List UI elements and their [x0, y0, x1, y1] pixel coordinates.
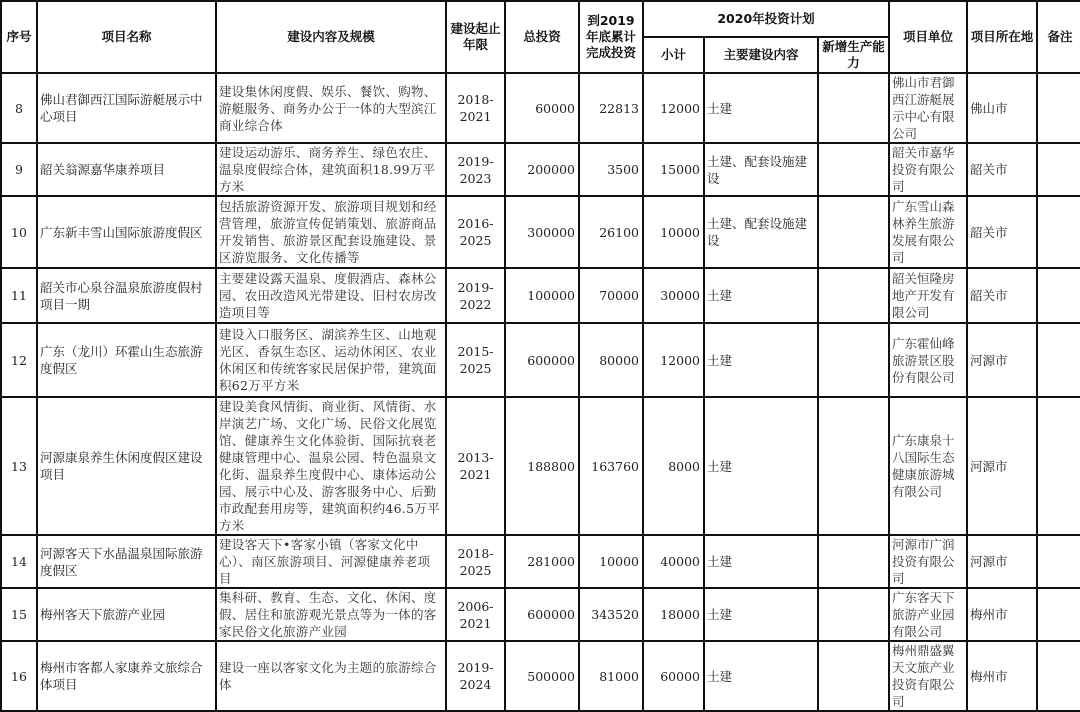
header-total: 总投资 [505, 1, 579, 73]
header-seq: 序号 [1, 1, 37, 73]
cell-total: 600000 [505, 323, 579, 397]
cell-new-capacity [818, 397, 889, 535]
cell-seq: 15 [1, 588, 37, 641]
cell-location: 韶关市 [967, 143, 1037, 196]
cell-cumulative: 3500 [579, 143, 643, 196]
cell-location: 佛山市 [967, 73, 1037, 143]
cell-total: 600000 [505, 588, 579, 641]
cell-subtotal: 60000 [643, 641, 704, 711]
cell-content: 建设客天下•客家小镇（客家文化中心）、南区旅游项目、河源健康养老项目 [216, 535, 446, 588]
cell-content: 建设入口服务区、湖滨养生区、山地观光区、香氛生态区、运动休闲区、农业休闲区和传统客家民居保护带，建筑面积62万平方米 [216, 323, 446, 397]
cell-new-capacity [818, 323, 889, 397]
cell-new-capacity [818, 588, 889, 641]
cell-cumulative: 70000 [579, 268, 643, 323]
cell-location: 韶关市 [967, 268, 1037, 323]
header-content: 建设内容及规模 [216, 1, 446, 73]
cell-seq: 13 [1, 397, 37, 535]
table-row [1, 641, 1080, 711]
cell-remarks [1037, 73, 1080, 143]
cell-remarks [1037, 641, 1080, 711]
cell-total: 188800 [505, 397, 579, 535]
cell-period: 2015-2025 [446, 323, 505, 397]
cell-content: 建设美食风情街、商业街、风情街、水岸演艺广场、文化广场、民俗文化展览馆、健康养生文化体验街、国际抗衰老健康管理中心、温泉公园、特色温泉文化街、温泉养生度假中心、康体运动公园、展示中心及、游客服务中心、后勤市政配套用房等，建筑面积约46.5万平方米 [216, 397, 446, 535]
cell-name: 梅州客天下旅游产业园 [37, 588, 216, 641]
cell-total: 200000 [505, 143, 579, 196]
cell-total: 60000 [505, 73, 579, 143]
cell-unit: 梅州鼎盛翼天文旅产业投资有限公司 [889, 641, 967, 711]
header-subtotal: 小计 [643, 37, 704, 73]
cell-period: 2018-2025 [446, 535, 505, 588]
cell-seq: 11 [1, 268, 37, 323]
cell-location: 梅州市 [967, 641, 1037, 711]
cell-cumulative: 10000 [579, 535, 643, 588]
cell-seq: 10 [1, 196, 37, 268]
cell-unit: 韶关恒隆房地产开发有限公司 [889, 268, 967, 323]
cell-main-content: 土建 [704, 397, 818, 535]
cell-new-capacity [818, 143, 889, 196]
table-row [1, 196, 1080, 268]
cell-location: 韶关市 [967, 196, 1037, 268]
cell-location: 梅州市 [967, 588, 1037, 641]
cell-location: 河源市 [967, 323, 1037, 397]
cell-new-capacity [818, 535, 889, 588]
cell-subtotal: 15000 [643, 143, 704, 196]
cell-remarks [1037, 268, 1080, 323]
header-location: 项目所在地 [967, 1, 1037, 73]
cell-period: 2013-2021 [446, 397, 505, 535]
cell-new-capacity [818, 641, 889, 711]
table-row [1, 397, 1080, 535]
cell-cumulative: 26100 [579, 196, 643, 268]
cell-main-content: 土建 [704, 641, 818, 711]
cell-seq: 16 [1, 641, 37, 711]
cell-name: 广东新丰雪山国际旅游度假区 [37, 196, 216, 268]
cell-main-content: 土建 [704, 268, 818, 323]
cell-unit: 广东雪山森林养生旅游发展有限公司 [889, 196, 967, 268]
header-unit: 项目单位 [889, 1, 967, 73]
cell-unit: 韶关市嘉华投资有限公司 [889, 143, 967, 196]
cell-period: 2019-2022 [446, 268, 505, 323]
table-row [1, 535, 1080, 588]
cell-period: 2016-2025 [446, 196, 505, 268]
cell-period: 2018-2021 [446, 73, 505, 143]
cell-location: 河源市 [967, 535, 1037, 588]
cell-seq: 14 [1, 535, 37, 588]
cell-main-content: 土建、配套设施建设 [704, 143, 818, 196]
cell-seq: 12 [1, 323, 37, 397]
cell-location: 河源市 [967, 397, 1037, 535]
cell-subtotal: 12000 [643, 323, 704, 397]
header-period: 建设起止年限 [446, 1, 505, 73]
cell-remarks [1037, 535, 1080, 588]
cell-period: 2006-2021 [446, 588, 505, 641]
cell-content: 建设集休闲度假、娱乐、餐饮、购物、游艇服务、商务办公于一体的大型滨江商业综合体 [216, 73, 446, 143]
cell-cumulative: 163760 [579, 397, 643, 535]
cell-total: 100000 [505, 268, 579, 323]
cell-remarks [1037, 323, 1080, 397]
cell-subtotal: 10000 [643, 196, 704, 268]
cell-main-content: 土建、配套设施建设 [704, 196, 818, 268]
cell-content: 建设运动游乐、商务养生、绿色农庄、温泉度假综合体，建筑面积18.99万平方米 [216, 143, 446, 196]
cell-unit: 广东客天下旅游产业园有限公司 [889, 588, 967, 641]
cell-content: 建设一座以客家文化为主题的旅游综合体 [216, 641, 446, 711]
cell-period: 2019-2023 [446, 143, 505, 196]
cell-total: 500000 [505, 641, 579, 711]
table-row [1, 73, 1080, 143]
cell-name: 韶关市心泉谷温泉旅游度假村项目一期 [37, 268, 216, 323]
cell-content: 集科研、教育、生态、文化、休闲、度假、居住和旅游观光景点等为一体的客家民俗文化旅游产业园 [216, 588, 446, 641]
cell-name: 佛山君御西江国际游艇展示中心项目 [37, 73, 216, 143]
cell-unit: 广东霍仙峰旅游景区股份有限公司 [889, 323, 967, 397]
cell-unit: 河源市广润投资有限公司 [889, 535, 967, 588]
header-main-content: 主要建设内容 [704, 37, 818, 73]
table-row [1, 588, 1080, 641]
cell-subtotal: 40000 [643, 535, 704, 588]
cell-name: 韶关翁源嘉华康养项目 [37, 143, 216, 196]
cell-main-content: 土建 [704, 535, 818, 588]
cell-seq: 8 [1, 73, 37, 143]
cell-cumulative: 22813 [579, 73, 643, 143]
cell-remarks [1037, 143, 1080, 196]
cell-main-content: 土建 [704, 588, 818, 641]
cell-name: 河源康泉养生休闲度假区建设项目 [37, 397, 216, 535]
cell-main-content: 土建 [704, 323, 818, 397]
table-row [1, 143, 1080, 196]
header-new-capacity: 新增生产能力 [818, 37, 889, 73]
cell-remarks [1037, 588, 1080, 641]
cell-subtotal: 30000 [643, 268, 704, 323]
cell-remarks [1037, 397, 1080, 535]
cell-cumulative: 80000 [579, 323, 643, 397]
cell-name: 广东（龙川）环霍山生态旅游度假区 [37, 323, 216, 397]
cell-new-capacity [818, 196, 889, 268]
cell-total: 300000 [505, 196, 579, 268]
cell-unit: 广东康泉十八国际生态健康旅游城有限公司 [889, 397, 967, 535]
cell-cumulative: 81000 [579, 641, 643, 711]
header-name: 项目名称 [37, 1, 216, 73]
header-remarks: 备注 [1037, 1, 1080, 73]
cell-content: 主要建设露天温泉、度假酒店、森林公园、农田改造风光带建设、旧村农房改造项目等 [216, 268, 446, 323]
cell-subtotal: 8000 [643, 397, 704, 535]
cell-cumulative: 343520 [579, 588, 643, 641]
cell-period: 2019-2024 [446, 641, 505, 711]
cell-main-content: 土建 [704, 73, 818, 143]
cell-content: 包括旅游资源开发、旅游项目规划和经营管理，旅游宣传促销策划、旅游商品开发销售、旅游景区配套设施建设、景区游览服务、文化传播等 [216, 196, 446, 268]
cell-new-capacity [818, 73, 889, 143]
header-plan-2020: 2020年投资计划 [643, 1, 889, 37]
cell-total: 281000 [505, 535, 579, 588]
cell-remarks [1037, 196, 1080, 268]
cell-new-capacity [818, 268, 889, 323]
cell-unit: 佛山市君御西江游艇展示中心有限公司 [889, 73, 967, 143]
header-cumulative: 到2019年底累计完成投资 [579, 1, 643, 73]
cell-name: 梅州市客都人家康养文旅综合体项目 [37, 641, 216, 711]
table-row [1, 323, 1080, 397]
cell-name: 河源客天下水晶温泉国际旅游度假区 [37, 535, 216, 588]
cell-subtotal: 12000 [643, 73, 704, 143]
cell-seq: 9 [1, 143, 37, 196]
cell-subtotal: 18000 [643, 588, 704, 641]
table-row [1, 268, 1080, 323]
